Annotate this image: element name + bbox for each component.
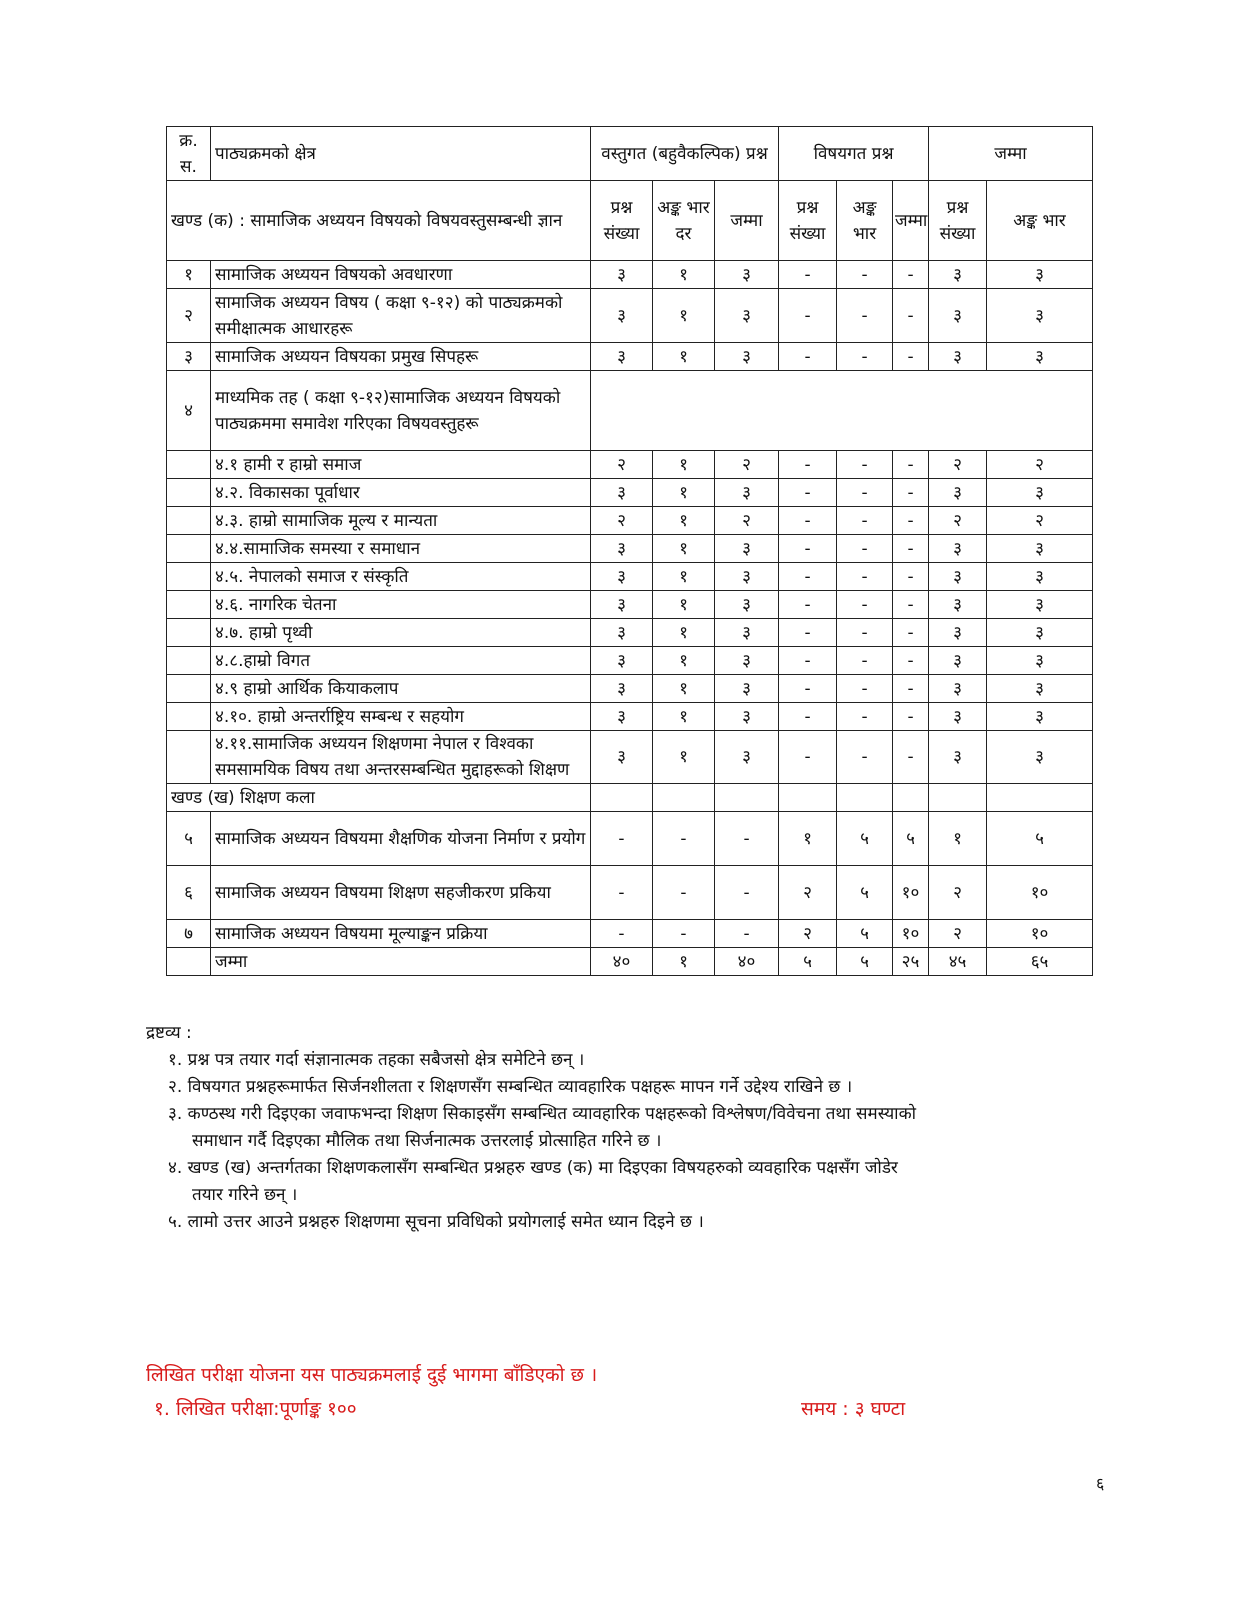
- total-label: जम्मा: [211, 948, 591, 976]
- value-cell: ३: [715, 479, 779, 507]
- value-cell: २: [929, 920, 987, 948]
- value-cell: ३: [987, 591, 1093, 619]
- value-cell: -: [837, 343, 893, 371]
- value-cell: १: [653, 451, 715, 479]
- note-number: ३.: [168, 1104, 183, 1124]
- value-cell: ३: [591, 563, 653, 591]
- subheader-cell: प्रश्न संख्या: [929, 181, 987, 261]
- row-sn: २: [167, 289, 211, 343]
- value-cell: -: [837, 647, 893, 675]
- row-sn: [167, 563, 211, 591]
- row-area: सामाजिक अध्ययन विषयमा मूल्याङ्कन प्रक्रिया: [211, 920, 591, 948]
- notes-section: [146, 1020, 1106, 1236]
- value-cell: -: [715, 812, 779, 866]
- total-value-cell: ५: [837, 948, 893, 976]
- value-cell: ३: [929, 619, 987, 647]
- value-cell: ३: [987, 619, 1093, 647]
- note-number: ५.: [168, 1212, 183, 1232]
- row-sn: [167, 451, 211, 479]
- value-cell: -: [893, 451, 929, 479]
- value-cell: १: [653, 703, 715, 731]
- table-row: [167, 920, 1093, 948]
- value-cell: १: [653, 675, 715, 703]
- value-cell: -: [837, 703, 893, 731]
- total-value-cell: ४५: [929, 948, 987, 976]
- value-cell: १: [653, 507, 715, 535]
- empty-cell: [715, 784, 779, 812]
- value-cell: -: [893, 703, 929, 731]
- value-cell: -: [779, 619, 837, 647]
- value-cell: -: [779, 261, 837, 289]
- row-sn: ४: [167, 371, 211, 451]
- table-row: [167, 866, 1093, 920]
- subheader-cell: अङ्क भार दर: [653, 181, 715, 261]
- value-cell: -: [893, 647, 929, 675]
- value-cell: ३: [715, 731, 779, 784]
- value-cell: ३: [987, 675, 1093, 703]
- value-cell: ३: [715, 591, 779, 619]
- table-row: [167, 535, 1093, 563]
- value-cell: ३: [929, 343, 987, 371]
- value-cell: -: [779, 591, 837, 619]
- value-cell: -: [837, 289, 893, 343]
- empty-cell: [167, 948, 211, 976]
- empty-cell: [893, 784, 929, 812]
- value-cell: ३: [715, 535, 779, 563]
- value-cell: -: [715, 920, 779, 948]
- value-cell: -: [837, 591, 893, 619]
- row-area: ४.८.हाम्रो विगत: [211, 647, 591, 675]
- value-cell: ३: [929, 563, 987, 591]
- row-sn: ७: [167, 920, 211, 948]
- note-number: १.: [168, 1050, 183, 1070]
- value-cell: ३: [987, 647, 1093, 675]
- value-cell: -: [779, 647, 837, 675]
- value-cell: -: [715, 866, 779, 920]
- value-cell: -: [893, 479, 929, 507]
- header-total: जम्मा: [929, 127, 1093, 181]
- value-cell: -: [837, 619, 893, 647]
- row-area: ४.११.सामाजिक अध्ययन शिक्षणमा नेपाल र विश्वका समसामयिक विषय तथा अन्तरसम्बन्धित मुद्दाहरूको शिक्षण: [211, 731, 591, 784]
- empty-cell: [929, 784, 987, 812]
- value-cell: ३: [987, 261, 1093, 289]
- value-cell: ३: [715, 261, 779, 289]
- value-cell: ३: [987, 343, 1093, 371]
- value-cell: ३: [591, 591, 653, 619]
- note-continuation: तयार गरिने छन् ।: [192, 1185, 298, 1205]
- value-cell: १: [653, 619, 715, 647]
- note-item: [146, 1047, 1106, 1074]
- value-cell: २: [779, 866, 837, 920]
- row-sn: [167, 479, 211, 507]
- value-cell: ३: [715, 647, 779, 675]
- value-cell: ३: [929, 731, 987, 784]
- note-text: विषयगत प्रश्नहरूमार्फत सिर्जनशीलता र शिक्षणसँग सम्बन्धित व्यावहारिक पक्षहरू मापन गर्ने उद्देश्य राखिने छ ।: [187, 1077, 853, 1097]
- value-cell: -: [837, 675, 893, 703]
- subheader-cell: अङ्क भार: [987, 181, 1093, 261]
- value-cell: -: [779, 451, 837, 479]
- value-cell: ३: [929, 479, 987, 507]
- table-row: [167, 619, 1093, 647]
- table-row: [167, 289, 1093, 343]
- note-item: [146, 1101, 1106, 1155]
- value-cell: ३: [715, 703, 779, 731]
- total-value-cell: ५: [779, 948, 837, 976]
- total-value-cell: १: [653, 948, 715, 976]
- value-cell: ३: [929, 591, 987, 619]
- value-cell: -: [893, 619, 929, 647]
- empty-cell: [987, 784, 1093, 812]
- value-cell: ३: [929, 261, 987, 289]
- value-cell: -: [653, 920, 715, 948]
- section-b-row: [167, 784, 1093, 812]
- note-text: कण्ठस्थ गरी दिइएका जवाफभन्दा शिक्षण सिकाइसँग सम्बन्धित व्यावहारिक पक्षहरूको विश्लेषण/विवेचना तथा समस्याको: [187, 1104, 917, 1124]
- value-cell: ३: [591, 261, 653, 289]
- value-cell: ५: [987, 812, 1093, 866]
- value-cell: १: [929, 812, 987, 866]
- value-cell: -: [837, 479, 893, 507]
- row-area: ४.९ हाम्रो आर्थिक कियाकलाप: [211, 675, 591, 703]
- value-cell: ३: [591, 731, 653, 784]
- total-row: [167, 948, 1093, 976]
- table-row: [167, 703, 1093, 731]
- value-cell: २: [929, 451, 987, 479]
- row-area: ४.४.सामाजिक समस्या र समाधान: [211, 535, 591, 563]
- empty-cell: [591, 784, 653, 812]
- row-sn: [167, 703, 211, 731]
- value-cell: १०: [987, 866, 1093, 920]
- value-cell: ३: [929, 675, 987, 703]
- row-area: सामाजिक अध्ययन विषयका प्रमुख सिपहरू: [211, 343, 591, 371]
- table-row: [167, 731, 1093, 784]
- value-cell: -: [837, 507, 893, 535]
- note-item: [146, 1209, 1106, 1236]
- value-cell: -: [893, 535, 929, 563]
- table-row: [167, 647, 1093, 675]
- value-cell: -: [837, 535, 893, 563]
- note-item: [146, 1155, 1106, 1209]
- table-row: [167, 451, 1093, 479]
- header-subjective: विषयगत प्रश्न: [779, 127, 929, 181]
- value-cell: -: [893, 731, 929, 784]
- value-cell: २: [591, 451, 653, 479]
- value-cell: -: [779, 289, 837, 343]
- value-cell: ३: [715, 289, 779, 343]
- value-cell: ३: [591, 479, 653, 507]
- value-cell: २: [779, 920, 837, 948]
- value-cell: -: [837, 563, 893, 591]
- row-area: ४.५. नेपालको समाज र संस्कृति: [211, 563, 591, 591]
- value-cell: २: [987, 507, 1093, 535]
- value-cell: -: [779, 731, 837, 784]
- empty-cell: [653, 784, 715, 812]
- row-sn: १: [167, 261, 211, 289]
- row-area: ४.७. हाम्रो पृथ्वी: [211, 619, 591, 647]
- header-objective: वस्तुगत (बहुवैकल्पिक) प्रश्न: [591, 127, 779, 181]
- value-cell: ३: [987, 563, 1093, 591]
- value-cell: ३: [929, 703, 987, 731]
- table-row: [167, 591, 1093, 619]
- written-exam-plan: [146, 1358, 926, 1426]
- value-cell: -: [893, 289, 929, 343]
- subheader-cell: जम्मा: [715, 181, 779, 261]
- value-cell: -: [893, 507, 929, 535]
- value-cell: ३: [591, 675, 653, 703]
- subheader-cell: जम्मा: [893, 181, 929, 261]
- value-cell: ३: [591, 289, 653, 343]
- value-cell: १: [779, 812, 837, 866]
- value-cell: १०: [893, 866, 929, 920]
- note-item: [146, 1074, 1106, 1101]
- value-cell: -: [893, 261, 929, 289]
- total-value-cell: २५: [893, 948, 929, 976]
- value-cell: ३: [929, 647, 987, 675]
- subheader-cell: अङ्क भार: [837, 181, 893, 261]
- value-cell: -: [893, 563, 929, 591]
- value-cell: ३: [929, 535, 987, 563]
- value-cell: -: [779, 675, 837, 703]
- note-continuation: समाधान गर्दै दिइएका मौलिक तथा सिर्जनात्मक उत्तरलाई प्रोत्साहित गरिने छ ।: [192, 1131, 662, 1151]
- row-area: ४.१ हामी र हाम्रो समाज: [211, 451, 591, 479]
- section-a-heading: खण्ड (क) : सामाजिक अध्ययन विषयको विषयवस्तुसम्बन्धी ज्ञान: [167, 181, 591, 261]
- value-cell: ३: [715, 563, 779, 591]
- value-cell: ३: [591, 619, 653, 647]
- note-text: प्रश्न पत्र तयार गर्दा संज्ञानात्मक तहका सबैजसो क्षेत्र समेटिने छन् ।: [187, 1050, 585, 1070]
- value-cell: -: [779, 479, 837, 507]
- value-cell: १: [653, 647, 715, 675]
- value-cell: ३: [591, 647, 653, 675]
- value-cell: ३: [715, 619, 779, 647]
- value-cell: २: [715, 451, 779, 479]
- table-row: [167, 261, 1093, 289]
- value-cell: १: [653, 731, 715, 784]
- empty-cell: [837, 784, 893, 812]
- value-cell: ३: [987, 703, 1093, 731]
- value-cell: ५: [893, 812, 929, 866]
- value-cell: १: [653, 289, 715, 343]
- row-area: माध्यमिक तह ( कक्षा ९-१२)सामाजिक अध्ययन विषयको पाठ्यक्रममा समावेश गरिएका विषयवस्तुहरू: [211, 371, 591, 451]
- value-cell: -: [837, 731, 893, 784]
- value-cell: १: [653, 261, 715, 289]
- header-sn: क्र. स.: [167, 127, 211, 181]
- header-area: पाठ्यक्रमको क्षेत्र: [211, 127, 591, 181]
- value-cell: १०: [893, 920, 929, 948]
- value-cell: -: [837, 451, 893, 479]
- value-cell: १: [653, 591, 715, 619]
- value-cell: २: [591, 507, 653, 535]
- row-sn: [167, 535, 211, 563]
- value-cell: -: [779, 343, 837, 371]
- row-area: सामाजिक अध्ययन विषयमा शैक्षणिक योजना निर्माण र प्रयोग: [211, 812, 591, 866]
- row-area: सामाजिक अध्ययन विषय ( कक्षा ९-१२) को पाठ्यक्रमको समीक्षात्मक आधारहरू: [211, 289, 591, 343]
- value-cell: ३: [715, 343, 779, 371]
- value-cell: ३: [987, 535, 1093, 563]
- row-sn: ६: [167, 866, 211, 920]
- value-cell: ३: [591, 343, 653, 371]
- value-cell: ३: [715, 675, 779, 703]
- row-sn: ३: [167, 343, 211, 371]
- row-area: ४.१०. हाम्रो अन्तर्राष्ट्रिय सम्बन्ध र सहयोग: [211, 703, 591, 731]
- value-cell: २: [987, 451, 1093, 479]
- section-b-heading: खण्ड (ख) शिक्षण कला: [167, 784, 591, 812]
- notes-heading: द्रष्टव्य :: [146, 1023, 192, 1043]
- row-sn: [167, 507, 211, 535]
- subheader-cell: प्रश्न संख्या: [591, 181, 653, 261]
- exam-specification-table: [166, 126, 1093, 976]
- value-cell: ३: [987, 479, 1093, 507]
- value-cell: -: [893, 675, 929, 703]
- exam-full-marks: १. लिखित परीक्षा:पूर्णाङ्क १००: [154, 1398, 357, 1420]
- table-row: [167, 343, 1093, 371]
- value-cell: ३: [987, 289, 1093, 343]
- value-cell: १: [653, 535, 715, 563]
- value-cell: ५: [837, 866, 893, 920]
- value-cell: -: [591, 866, 653, 920]
- empty-cell: [779, 784, 837, 812]
- value-cell: -: [653, 812, 715, 866]
- empty-cell: [591, 371, 1093, 451]
- row-sn: [167, 591, 211, 619]
- page-number: ६: [1096, 1474, 1105, 1493]
- table-row: [167, 371, 1093, 451]
- exam-plan-row: [146, 1392, 926, 1426]
- total-value-cell: ६५: [987, 948, 1093, 976]
- value-cell: -: [591, 812, 653, 866]
- row-area: सामाजिक अध्ययन विषयको अवधारणा: [211, 261, 591, 289]
- row-sn: [167, 619, 211, 647]
- total-value-cell: ४०: [715, 948, 779, 976]
- value-cell: १०: [987, 920, 1093, 948]
- row-sn: [167, 731, 211, 784]
- value-cell: -: [779, 535, 837, 563]
- value-cell: -: [779, 703, 837, 731]
- row-sn: [167, 647, 211, 675]
- note-text: खण्ड (ख) अन्तर्गतका शिक्षणकलासँग सम्बन्धित प्रश्नहरु खण्ड (क) मा दिइएका विषयहरुको व्यवहारिक पक्षसँग जोडेर: [187, 1158, 898, 1178]
- total-value-cell: ४०: [591, 948, 653, 976]
- value-cell: -: [653, 866, 715, 920]
- table-row: [167, 675, 1093, 703]
- value-cell: -: [779, 563, 837, 591]
- value-cell: ३: [929, 289, 987, 343]
- note-number: ४.: [168, 1158, 183, 1178]
- value-cell: ३: [591, 703, 653, 731]
- table-row: [167, 563, 1093, 591]
- value-cell: १: [653, 479, 715, 507]
- note-text: लामो उत्तर आउने प्रश्नहरु शिक्षणमा सूचना प्रविधिको प्रयोगलाई समेत ध्यान दिइने छ ।: [187, 1212, 704, 1232]
- row-area: ४.३. हाम्रो सामाजिक मूल्य र मान्यता: [211, 507, 591, 535]
- value-cell: -: [779, 507, 837, 535]
- value-cell: ३: [987, 731, 1093, 784]
- value-cell: ३: [591, 535, 653, 563]
- table-row: [167, 812, 1093, 866]
- value-cell: ५: [837, 920, 893, 948]
- value-cell: ५: [837, 812, 893, 866]
- value-cell: -: [893, 591, 929, 619]
- table-row: [167, 479, 1093, 507]
- value-cell: -: [837, 261, 893, 289]
- table-row: [167, 507, 1093, 535]
- row-area: सामाजिक अध्ययन विषयमा शिक्षण सहजीकरण प्रकिया: [211, 866, 591, 920]
- note-number: २.: [168, 1077, 183, 1097]
- value-cell: -: [591, 920, 653, 948]
- row-sn: [167, 675, 211, 703]
- value-cell: १: [653, 563, 715, 591]
- value-cell: २: [715, 507, 779, 535]
- notes-list: [146, 1047, 1106, 1236]
- row-sn: ५: [167, 812, 211, 866]
- value-cell: -: [893, 343, 929, 371]
- row-area: ४.२. विकासका पूर्वाधार: [211, 479, 591, 507]
- exam-plan-line: लिखित परीक्षा योजना यस पाठ्यक्रमलाई दुई भागमा बाँडिएको छ ।: [146, 1364, 598, 1386]
- exam-time: समय : ३ घण्टा: [801, 1398, 906, 1420]
- value-cell: २: [929, 507, 987, 535]
- value-cell: १: [653, 343, 715, 371]
- value-cell: २: [929, 866, 987, 920]
- row-area: ४.६. नागरिक चेतना: [211, 591, 591, 619]
- subheader-cell: प्रश्न संख्या: [779, 181, 837, 261]
